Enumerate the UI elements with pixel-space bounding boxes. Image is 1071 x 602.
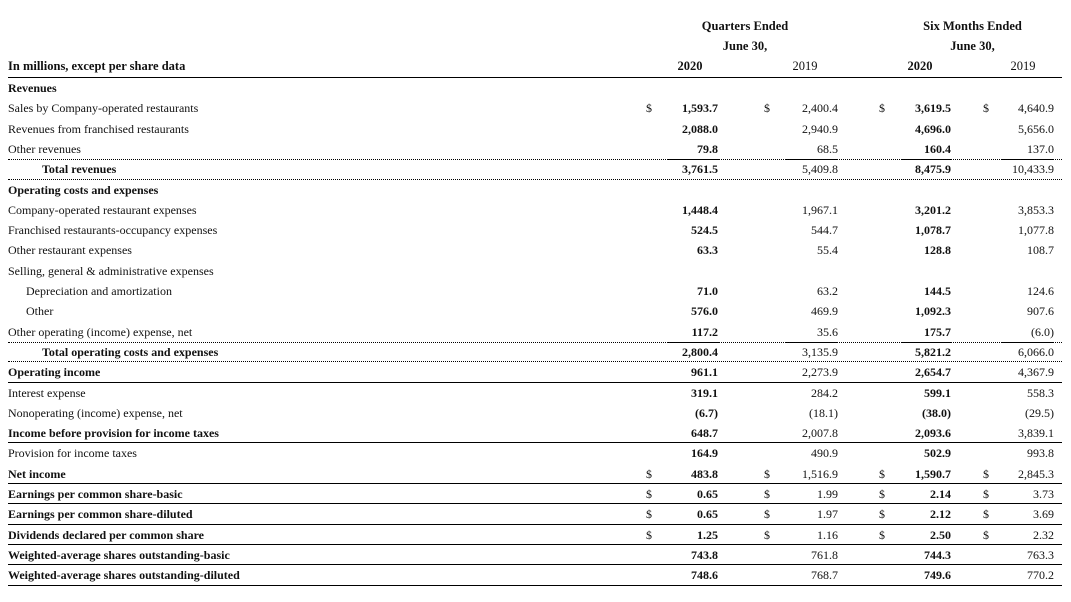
dollar-sign: $ bbox=[764, 527, 770, 542]
value-cell: 748.6 bbox=[691, 568, 718, 583]
value-cell: 599.1 bbox=[924, 385, 951, 400]
value-cell: 2,800.4 bbox=[682, 344, 718, 359]
dollar-sign: $ bbox=[646, 466, 652, 481]
value-cell: 3.73 bbox=[1033, 487, 1054, 501]
dollar-sign: $ bbox=[879, 527, 885, 542]
row-label: Dividends declared per common share bbox=[8, 527, 205, 542]
row-label: Revenues bbox=[8, 81, 57, 95]
value-cell: 144.5 bbox=[924, 284, 951, 298]
value-cell: 108.7 bbox=[1027, 243, 1054, 258]
quarters-header-line1: Quarters Ended bbox=[701, 19, 789, 33]
value-cell: 1.99 bbox=[817, 487, 838, 501]
value-cell: 5,656.0 bbox=[1018, 121, 1054, 136]
table-row bbox=[8, 281, 1060, 301]
value-cell: 469.9 bbox=[811, 304, 838, 319]
value-cell: (38.0) bbox=[922, 405, 951, 420]
value-cell: 160.4 bbox=[924, 141, 951, 156]
dollar-sign: $ bbox=[983, 101, 989, 116]
value-cell: 63.2 bbox=[817, 284, 838, 298]
value-cell: 743.8 bbox=[691, 547, 718, 562]
value-cell: 0.65 bbox=[697, 487, 718, 501]
table-row bbox=[8, 484, 1060, 504]
row-rule bbox=[8, 585, 1062, 586]
value-cell: 1,593.7 bbox=[682, 101, 718, 116]
row-label: Franchised restaurants-occupancy expenses bbox=[8, 223, 218, 238]
table-row bbox=[8, 240, 1060, 260]
value-cell: 993.8 bbox=[1027, 446, 1054, 461]
table-row bbox=[8, 565, 1060, 585]
value-cell: 0.65 bbox=[697, 507, 718, 522]
row-label: Operating income bbox=[8, 365, 101, 380]
table-row bbox=[8, 504, 1060, 524]
row-label: Weighted-average shares outstanding-diluted bbox=[8, 568, 240, 583]
value-cell: 3.69 bbox=[1033, 507, 1054, 522]
dollar-sign: $ bbox=[646, 487, 652, 501]
value-cell: 524.5 bbox=[691, 223, 718, 238]
table-row bbox=[8, 545, 1060, 565]
table-row bbox=[8, 139, 1060, 159]
label-column-header: In millions, except per share data bbox=[8, 59, 186, 73]
value-cell: 63.3 bbox=[697, 243, 718, 258]
value-cell: 483.8 bbox=[691, 466, 718, 481]
table-row bbox=[8, 322, 1060, 342]
value-cell: 4,367.9 bbox=[1018, 365, 1054, 380]
dollar-sign: $ bbox=[879, 487, 885, 501]
value-cell: 502.9 bbox=[924, 446, 951, 461]
row-label: Interest expense bbox=[8, 385, 86, 400]
quarters-header-line2: June 30, bbox=[722, 39, 768, 53]
value-cell: (6.7) bbox=[695, 405, 718, 420]
table-row bbox=[8, 180, 1060, 200]
value-cell: 5,409.8 bbox=[802, 162, 838, 177]
value-cell: 79.8 bbox=[697, 141, 718, 156]
row-label: Total revenues bbox=[42, 162, 117, 177]
value-cell: 1,448.4 bbox=[682, 202, 718, 217]
table-row bbox=[8, 443, 1060, 463]
value-cell: 770.2 bbox=[1027, 568, 1054, 583]
value-cell: 2,845.3 bbox=[1018, 466, 1054, 481]
value-cell: 1.16 bbox=[817, 527, 838, 542]
value-cell: 1,078.7 bbox=[915, 223, 951, 238]
table-row bbox=[8, 220, 1060, 240]
column-underline bbox=[1002, 159, 1054, 160]
value-cell: 175.7 bbox=[924, 324, 951, 339]
value-cell: 2,273.9 bbox=[802, 365, 838, 380]
value-cell: 576.0 bbox=[691, 304, 718, 319]
value-cell: 164.9 bbox=[691, 446, 718, 461]
value-cell: 749.6 bbox=[924, 568, 951, 583]
table-row bbox=[8, 342, 1060, 362]
value-cell: 128.8 bbox=[924, 243, 951, 258]
dollar-sign: $ bbox=[764, 101, 770, 116]
value-cell: 2,088.0 bbox=[682, 121, 718, 136]
value-cell: 35.6 bbox=[817, 324, 838, 339]
year-header-s2019: 2019 bbox=[1010, 59, 1036, 73]
value-cell: (18.1) bbox=[809, 405, 838, 420]
value-cell: 3,853.3 bbox=[1018, 202, 1054, 217]
table-row bbox=[8, 159, 1060, 179]
value-cell: 6,066.0 bbox=[1018, 344, 1054, 359]
value-cell: 2,654.7 bbox=[915, 365, 951, 380]
value-cell: 1.25 bbox=[697, 527, 718, 542]
value-cell: 4,696.0 bbox=[915, 121, 951, 136]
row-label: Revenues from franchised restaurants bbox=[8, 121, 189, 136]
column-underline bbox=[786, 342, 838, 343]
value-cell: 71.0 bbox=[697, 284, 718, 298]
value-cell: 763.3 bbox=[1027, 547, 1054, 562]
value-cell: 319.1 bbox=[691, 385, 718, 400]
dollar-sign: $ bbox=[879, 101, 885, 116]
row-label: Income before provision for income taxes bbox=[8, 426, 219, 441]
column-underline bbox=[668, 342, 720, 343]
row-label: Operating costs and expenses bbox=[8, 182, 159, 197]
value-cell: 2,093.6 bbox=[915, 426, 951, 441]
row-label: Weighted-average shares outstanding-basic bbox=[8, 547, 230, 562]
value-cell: 907.6 bbox=[1027, 304, 1054, 319]
value-cell: 2,007.8 bbox=[802, 426, 838, 441]
table-row bbox=[8, 423, 1060, 443]
value-cell: 4,640.9 bbox=[1018, 101, 1054, 116]
table-row bbox=[8, 464, 1060, 484]
row-label: Earnings per common share-diluted bbox=[8, 507, 193, 522]
dollar-sign: $ bbox=[879, 507, 885, 522]
table-row bbox=[8, 383, 1060, 403]
value-cell: 1,967.1 bbox=[802, 202, 838, 217]
dollar-sign: $ bbox=[646, 101, 652, 116]
row-label: Other revenues bbox=[8, 141, 81, 156]
dollar-sign: $ bbox=[764, 507, 770, 522]
table-row bbox=[8, 525, 1060, 545]
value-cell: 761.8 bbox=[811, 547, 838, 562]
value-cell: 3,619.5 bbox=[915, 101, 951, 116]
value-cell: (29.5) bbox=[1025, 405, 1054, 420]
row-label: Other bbox=[26, 304, 54, 319]
value-cell: 3,761.5 bbox=[682, 162, 718, 177]
six-months-header-line2: June 30, bbox=[950, 39, 995, 53]
dollar-sign: $ bbox=[764, 487, 770, 501]
dollar-sign: $ bbox=[983, 487, 989, 501]
row-label: Nonoperating (income) expense, net bbox=[8, 405, 183, 420]
year-header-q2019: 2019 bbox=[792, 59, 818, 73]
value-cell: 3,135.9 bbox=[802, 344, 838, 359]
value-cell: 1,516.9 bbox=[802, 466, 838, 481]
dollar-sign: $ bbox=[983, 507, 989, 522]
table-row bbox=[8, 119, 1060, 139]
dollar-sign: $ bbox=[983, 527, 989, 542]
value-cell: 2.14 bbox=[930, 487, 951, 501]
dollar-sign: $ bbox=[983, 466, 989, 481]
year-header-q2020: 2020 bbox=[677, 59, 703, 73]
dollar-sign: $ bbox=[764, 466, 770, 481]
column-underline bbox=[786, 159, 838, 160]
value-cell: 1,092.3 bbox=[915, 304, 951, 319]
table-row bbox=[8, 261, 1060, 281]
value-cell: 490.9 bbox=[811, 446, 838, 461]
row-label: Provision for income taxes bbox=[8, 446, 137, 461]
value-cell: 284.2 bbox=[811, 385, 838, 400]
row-label: Total operating costs and expenses bbox=[42, 344, 219, 359]
value-cell: 544.7 bbox=[811, 223, 838, 238]
value-cell: 2,940.9 bbox=[802, 121, 838, 136]
value-cell: 961.1 bbox=[691, 365, 718, 380]
value-cell: 2.32 bbox=[1033, 527, 1054, 542]
value-cell: 768.7 bbox=[811, 568, 838, 583]
value-cell: 1,590.7 bbox=[915, 466, 951, 481]
value-cell: 3,201.2 bbox=[915, 202, 951, 217]
value-cell: 55.4 bbox=[817, 243, 838, 258]
value-cell: 2.12 bbox=[930, 507, 951, 522]
value-cell: 117.2 bbox=[691, 324, 718, 339]
value-cell: 5,821.2 bbox=[915, 344, 951, 359]
value-cell: (6.0) bbox=[1031, 324, 1054, 339]
row-label: Company-operated restaurant expenses bbox=[8, 202, 197, 217]
value-cell: 558.3 bbox=[1027, 385, 1054, 400]
table-row bbox=[8, 362, 1060, 382]
row-label: Other operating (income) expense, net bbox=[8, 324, 193, 339]
row-label: Depreciation and amortization bbox=[26, 284, 172, 298]
value-cell: 10,433.9 bbox=[1012, 162, 1054, 177]
value-cell: 648.7 bbox=[691, 426, 718, 441]
value-cell: 744.3 bbox=[924, 547, 951, 562]
table-row bbox=[8, 78, 1060, 98]
value-cell: 8,475.9 bbox=[915, 162, 951, 177]
year-header-s2020: 2020 bbox=[907, 59, 933, 73]
table-row bbox=[8, 200, 1060, 220]
dollar-sign: $ bbox=[879, 466, 885, 481]
row-label: Selling, general & administrative expenses bbox=[8, 263, 214, 278]
value-cell: 137.0 bbox=[1027, 141, 1054, 156]
dollar-sign: $ bbox=[646, 507, 652, 522]
value-cell: 2,400.4 bbox=[802, 101, 838, 116]
value-cell: 68.5 bbox=[817, 141, 838, 156]
column-underline bbox=[902, 342, 952, 343]
table-row bbox=[8, 98, 1060, 118]
column-underline bbox=[902, 159, 952, 160]
value-cell: 1,077.8 bbox=[1018, 223, 1054, 238]
row-label: Other restaurant expenses bbox=[8, 243, 132, 258]
value-cell: 124.6 bbox=[1027, 284, 1054, 298]
dollar-sign: $ bbox=[646, 527, 652, 542]
value-cell: 3,839.1 bbox=[1018, 426, 1054, 441]
row-label: Net income bbox=[8, 466, 66, 481]
value-cell: 2.50 bbox=[930, 527, 951, 542]
six-months-header-line1: Six Months Ended bbox=[923, 19, 1022, 33]
value-cell: 1.97 bbox=[817, 507, 838, 522]
row-label: Earnings per common share-basic bbox=[8, 487, 183, 501]
row-label: Sales by Company-operated restaurants bbox=[8, 101, 199, 116]
column-underline bbox=[668, 159, 720, 160]
table-row bbox=[8, 301, 1060, 321]
column-underline bbox=[1002, 342, 1054, 343]
table-row bbox=[8, 403, 1060, 423]
